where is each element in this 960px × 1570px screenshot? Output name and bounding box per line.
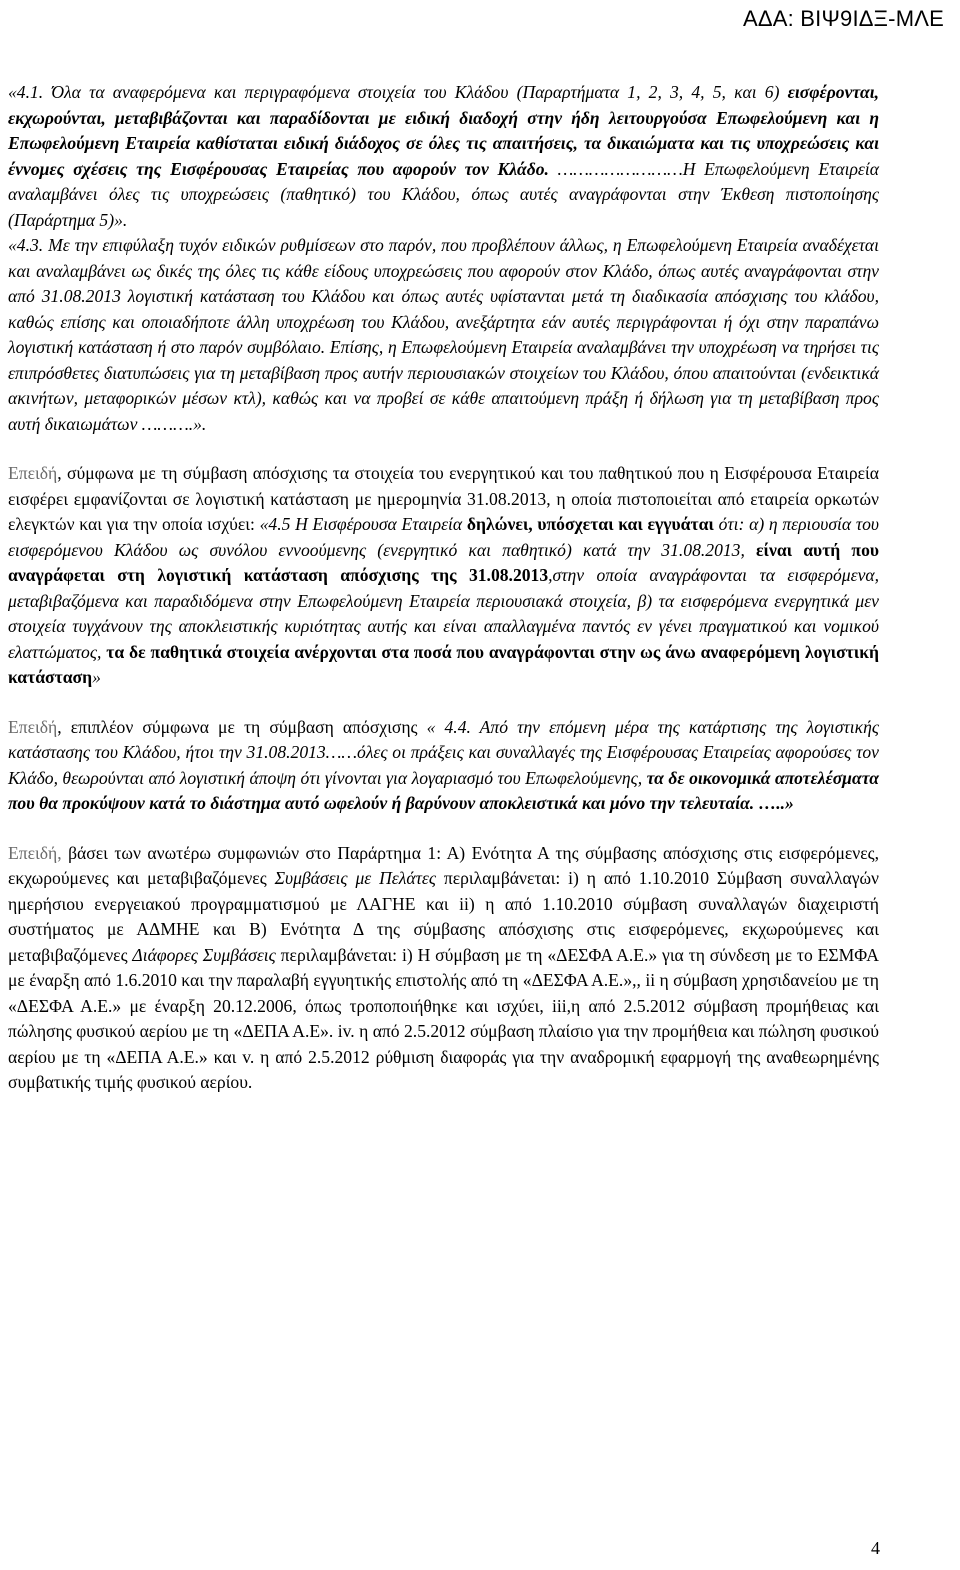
text-run: , σύμφωνα με τη σύμβαση απόσχισης τα στοιχεία του ενεργητικού και του παθητικού που η Εισφέρουσα Εταιρεία εισφέρει εμφανίζονται σε λογιστική κατάσταση με ημερομηνία 31.08.2013, η οποία πιστοποιείται από εταιρεία ορκωτών ελεγκτών και για την οποία ισχύει: bbox=[8, 463, 879, 534]
text-run: περιλαμβάνεται: i) Η σύμβαση με τη «ΔΕΣΦΑ Α.Ε.» για τη σύνδεση με το ΕΣΜΦΑ με έναρξη από 1.6.2010 και την παραλαβή εγγυητικής επιστολής από τη «ΔΕΣΦΑ Α.Ε.»,, ii η σύμβαση χρησιδανείου με τη «ΔΕΣΦΑ Α.Ε.» με έναρξη 20.12.2006, όπως τροποποιήθηκε και ισχύει, iii,η από 2.5.2012 σύμβαση προμήθειας και πώλησης φυσικού αερίου με τη «ΔΕΠΑ Α.Ε». iv. η από 2.5.2012 σύμβαση πλαίσιο για την προμήθεια και πώληση φυσικού αερίου με τη «ΔΕΠΑ Α.Ε.» και v. η από 2.5.2012 ρύθμιση διαφοράς για την αναδρομική εφαρμογή της αναθεωρημένης συμβατικής τιμής φυσικού αερίου. bbox=[8, 944, 879, 1092]
text-run: ,στην οποία αναγράφονται τα εισφερόμενα, μεταβιβαζόμενα και παραδιδόμενα στην Επωφελούμενη Εταιρεία περιουσιακά στοιχεία, β) τα εισφερόμενα ενεργητικά μεν στοιχεία τυγχάνουν της αποκλειστικής κυριότητας αυτής και είναι απαλλαγμένα παντός εν γένει πραγματικού και νομικού ελαττώματος, bbox=[8, 565, 880, 662]
text-run-bold: τα δε οικονομικά αποτελέσματα που θα προκύψουν κατά το διάστημα αυτό ωφελούν ή βαρύνουν αποκλειστικά και μόνο την τελευταία. …..» bbox=[8, 767, 879, 813]
paragraph-epeidi-2 bbox=[8, 715, 879, 817]
epeidi-label: Επειδή, bbox=[8, 842, 62, 863]
text-run: ότι: α) η περιουσία του εισφερόμενου Κλάδου ως συνόλου εννοούμενης (ενεργητικό και παθητικό) κατά την 31.08.2013, bbox=[8, 514, 880, 560]
epeidi-label: Επειδή bbox=[8, 716, 58, 737]
ada-code: ΑΔΑ: ΒΙΨ9ΙΔΞ-ΜΛΕ bbox=[743, 6, 944, 31]
paragraph-epeidi-3 bbox=[8, 841, 879, 1096]
text-run: Διάφορες Συμβάσεις bbox=[132, 944, 276, 965]
epeidi-label: Επειδή bbox=[8, 463, 58, 483]
document-body bbox=[8, 80, 879, 1096]
text-run: « 4.4. Από την επόμενη μέρα της κατάρτισης της λογιστικής κατάστασης του Κλάδου, ήτοι την 31.08.2013……όλες οι πράξεις και συναλλαγές της Εισφέρουσας Εταιρείας αφορούσες τον Κλάδο, θεωρούνται από λογιστική άποψη ότι γίνονται για λογαριασμό του Επωφελούμενης, bbox=[8, 716, 879, 788]
text-run: ……………………Η Επωφελούμενη Εταιρεία αναλαμβάνει όλες τις υποχρεώσεις (παθητικό) του Κλάδου, όπως αυτές αναγράφονται στην Έκθεση πιστοποίησης (Παράρτημα 5)». bbox=[8, 158, 879, 230]
spacer bbox=[8, 437, 879, 461]
spacer bbox=[8, 691, 879, 715]
text-run-bold: εισφέρονται, εκχωρούνται, μεταβιβάζονται και παραδίδονται με ειδική διαδοχή στην ήδη λειτουργούσα Επωφελούμενη και η Επωφελούμενη Εταιρεία καθίσταται ειδική διάδοχος σε όλες τις απαιτήσεις, τα δικαιώματα και τις υποχρεώσεις και έννομες σχέσεις της Εισφέρουσας Εταιρείας που αφορούν τον Κλάδο. bbox=[8, 82, 879, 179]
text-run: , επιπλέον σύμφωνα με τη σύμβαση απόσχισης bbox=[57, 716, 427, 737]
text-run: » bbox=[92, 667, 101, 687]
paragraph-4-1 bbox=[8, 80, 879, 233]
spacer bbox=[8, 817, 879, 841]
paragraph-epeidi-1 bbox=[8, 461, 879, 691]
text-run: Συμβάσεις με Πελάτες bbox=[274, 868, 436, 888]
text-run: «4.1. Όλα τα αναφερόμενα και περιγραφόμενα στοιχεία του Κλάδου (Παραρτήματα 1, 2, 3, 4, 5, και 6) bbox=[8, 82, 788, 102]
text-run-bold: δηλώνει, υπόσχεται και εγγυάται bbox=[466, 514, 714, 534]
text-run: «4.5 Η Εισφέρουσα Εταιρεία bbox=[259, 514, 467, 534]
page-number: 4 bbox=[871, 1538, 880, 1558]
text-run: βάσει των ανωτέρω συμφωνιών στο Παράρτημα 1: Α) Ενότητα Α της σύμβασης απόσχισης στις εισφερόμενες, εκχωρούμενες και μεταβιβαζόμενες bbox=[8, 842, 879, 888]
text-run-bold: τα δε παθητικά στοιχεία ανέρχονται στα ποσά που αναγράφονται στην ως άνω αναφερόμενη λογιστική κατάσταση bbox=[8, 641, 879, 687]
text-run-bold: είναι αυτή που αναγράφεται στη λογιστική κατάσταση απόσχισης της 31.08.2013 bbox=[8, 539, 879, 585]
text-run: περιλαμβάνεται: i) η από 1.10.2010 Σύμβαση συναλλαγών ημερήσιου ενεργειακού προγραμματισμού με ΛΑΓΗΕ και ii) η από 1.10.2010 σύμβαση συναλλαγών διαχειριστή συστήματος με ΑΔΜΗΕ και Β) Ενότητα Δ της σύμβασης απόσχισης στις εισφερόμενες, εκχωρούμενες και μεταβιβαζόμενες bbox=[8, 868, 880, 965]
paragraph-4-3: «4.3. Με την επιφύλαξη τυχόν ειδικών ρυθμίσεων στο παρόν, που προβλέπουν άλλως, η Επωφελούμενη Εταιρεία αναδέχεται και αναλαμβάνει ως δικές της όλες τις κάθε είδους υποχρεώσεις που αφορούν στον Κλάδο, όπως αυτές αναγράφονται στην από 31.08.2013 λογιστική κατάσταση του Κλάδου και όπως αυτές υφίστανται μετά τη διαδικασία απόσχισης του κλάδου, καθώς επίσης και οποιαδήποτε άλλη υποχρέωση του Κλάδου, ανεξάρτητα εάν αυτές περιγράφονται ή όχι στην παραπάνω λογιστική κατάσταση ή στο παρόν συμβόλαιο. Επίσης, η Επωφελούμενη Εταιρεία αναλαμβάνει την υποχρέωση να τηρήσει τις επιπρόσθετες διατυπώσεις για τη μεταβίβαση προς αυτήν περιουσιακών στοιχείων του Κλάδου, όπου απαιτούνται (ενδεικτικά ακινήτων, μεταφορικών μέσων κτλ), καθώς και να προβεί σε κάθε απαιτούμενη πράξη ή δήλωση για τη μεταβίβαση προς αυτή δικαιωμάτων ……….». bbox=[8, 235, 879, 434]
